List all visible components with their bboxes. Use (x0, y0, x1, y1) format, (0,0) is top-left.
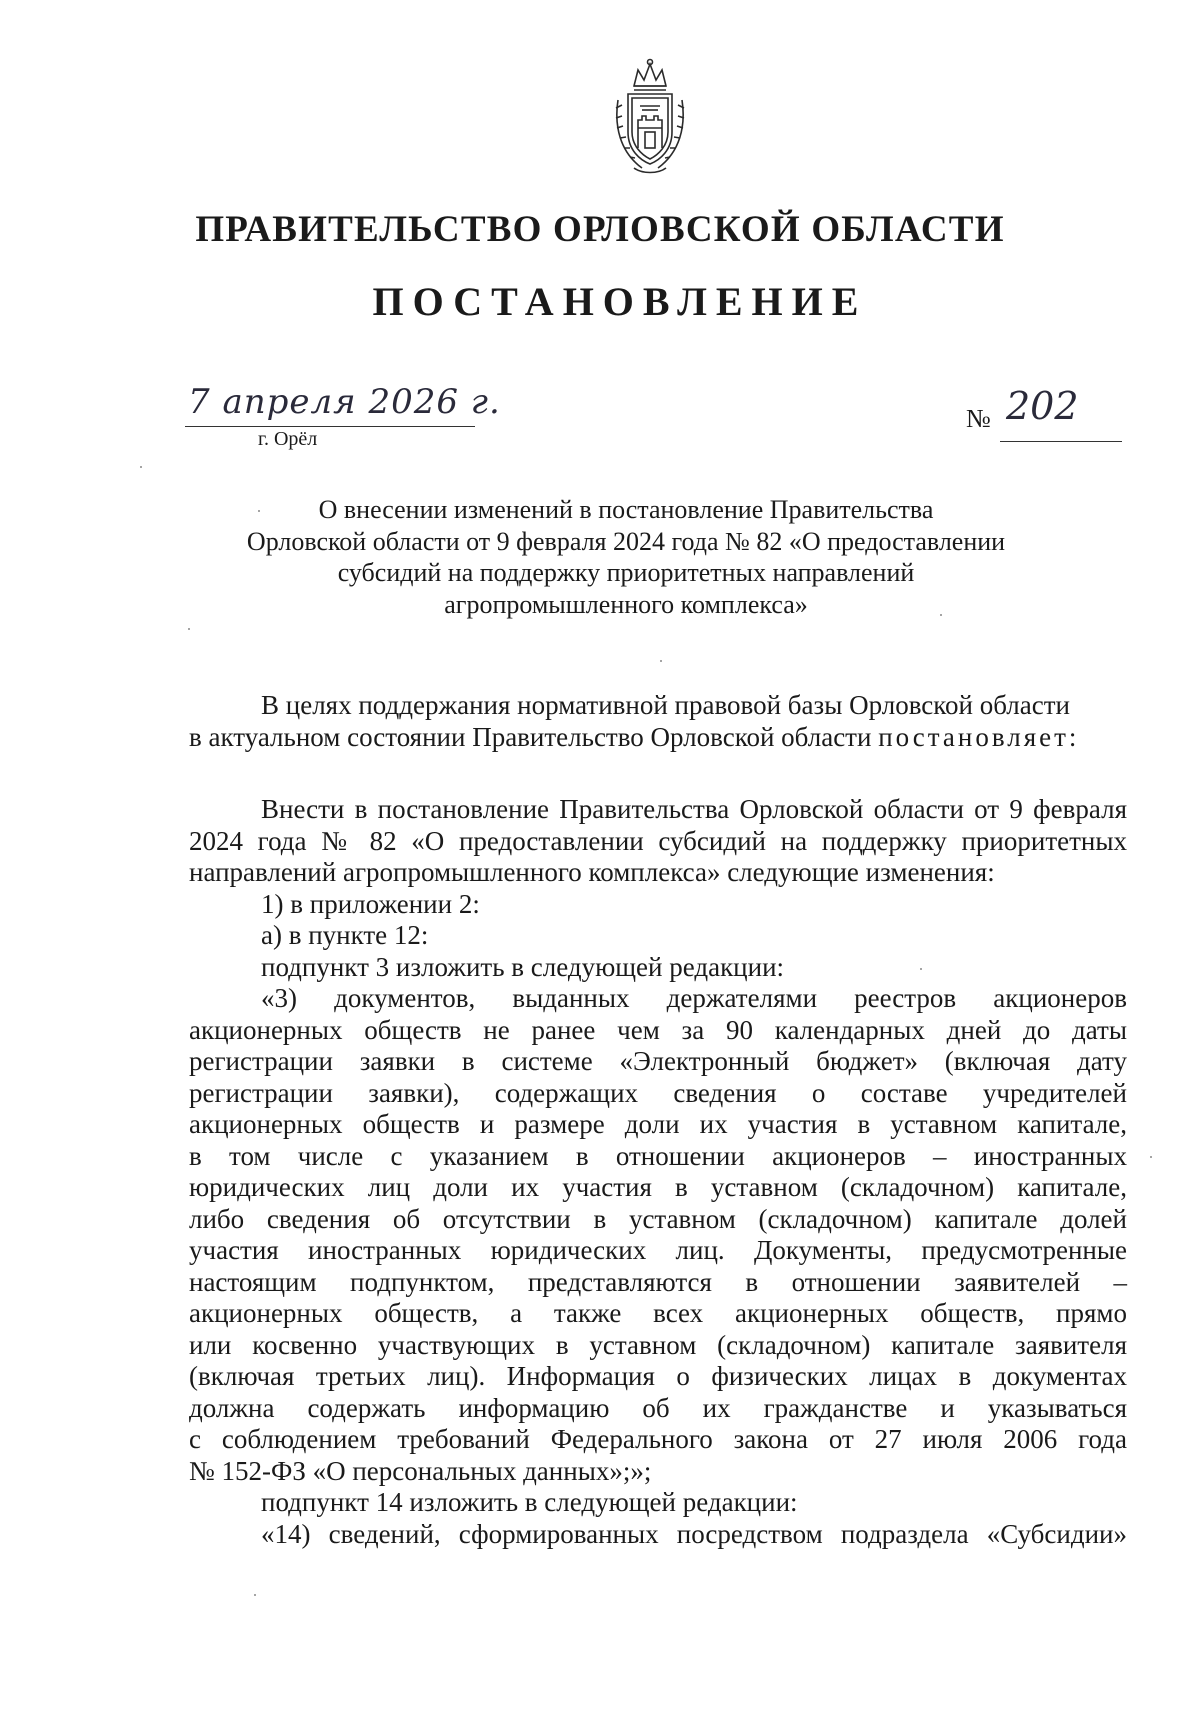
body-line: акционерных обществ не ранее чем за 90 календарных дней до даты (189, 1014, 1127, 1045)
item-1: 1) в приложении 2: (261, 888, 480, 919)
handwritten-date: 7 апреля 2026 г. (188, 382, 501, 422)
body-line: участия иностранных юридических лиц. Документы, предусмотренные (189, 1235, 1127, 1265)
subject-line: субсидий на поддержку приоритетных направлений (337, 558, 915, 587)
body-line: либо сведения об отсутствии в уставном (складочном) капитале долей (189, 1203, 1127, 1234)
scan-speck (140, 466, 142, 468)
subject-line: Орловской области от 9 февраля 2024 года № 82 «О предоставлении (246, 526, 1006, 556)
organization-title: ПРАВИТЕЛЬСТВО ОРЛОВСКОЙ ОБЛАСТИ (195, 209, 1005, 250)
body-line: «3) документов, выданных держателями реестров акционеров (261, 983, 1127, 1013)
body-line: должна содержать информацию об их гражданстве и указываться (189, 1392, 1127, 1423)
body-line: (включая третьих лиц). Информация о физических лицах в документах (189, 1361, 1127, 1391)
number-underline (1000, 441, 1122, 442)
document-subject (195, 494, 1057, 620)
document-type-title: ПОСТАНОВЛЕНИЕ (372, 279, 868, 324)
body-line: акционерных обществ и размере доли их участия в уставном капитале, (189, 1109, 1127, 1139)
number-label: № (966, 404, 991, 433)
body-section (189, 794, 1127, 1550)
body-line: настоящим подпунктом, представляются в отношении заявителей – (189, 1266, 1127, 1297)
scan-speck (258, 510, 260, 512)
body-line: акционерных обществ, а также всех акционерных обществ, прямо (189, 1298, 1127, 1328)
subject-line: О внесении изменений в постановление Правительства (318, 495, 934, 524)
scan-speck (254, 1594, 256, 1596)
date-underline (185, 426, 475, 427)
body-line: регистрации заявки), содержащих сведения о составе учредителей (189, 1077, 1127, 1108)
preamble-line: В целях поддержания нормативной правовой базы Орловской области (261, 690, 1070, 720)
scan-speck (188, 628, 190, 630)
handwritten-number: 202 (1006, 384, 1079, 428)
body-line: с соблюдением требований Федерального закона от 27 июля 2006 года (189, 1424, 1127, 1454)
scan-speck (660, 660, 662, 662)
body-line: юридических лиц доли их участия в уставном (складочном) капитале, (189, 1172, 1127, 1202)
body-line: регистрации заявки в системе «Электронный бюджет» (включая дату (189, 1046, 1127, 1076)
scan-speck (1150, 1156, 1152, 1158)
preamble-paragraph (189, 690, 1127, 753)
body-line: в том числе с указанием в отношении акционеров – иностранных (189, 1140, 1127, 1171)
subpoint-3-intro: подпункт 3 изложить в следующей редакции: (261, 951, 785, 982)
scan-speck (920, 968, 922, 970)
preamble-text: в актуальном состоянии Правительство Орловской области (189, 721, 872, 752)
coat-of-arms-icon (612, 56, 688, 176)
body-line: Внести в постановление Правительства Орловской области от 9 февраля (261, 794, 1127, 824)
decree-word: постановляет: (878, 721, 1080, 752)
body-line: или косвенно участвующих в уставном (складочном) капитале заявителя (189, 1329, 1127, 1360)
subject-line: агропромышленного комплекса» (444, 589, 808, 619)
item-a: а) в пункте 12: (261, 920, 429, 950)
city-label: г. Орёл (258, 428, 318, 450)
scan-speck (940, 614, 942, 616)
body-line: № 152-ФЗ «О персональных данных»;»; (189, 1455, 652, 1486)
subpoint-14-intro: подпункт 14 изложить в следующей редакции: (261, 1487, 798, 1517)
body-line: «14) сведений, сформированных посредством подраздела «Субсидии» (261, 1518, 1127, 1549)
body-line: 2024 года № 82 «О предоставлении субсидий на поддержку приоритетных (189, 825, 1127, 856)
body-line: направлений агропромышленного комплекса» следующие изменения: (189, 857, 995, 887)
preamble-line (189, 722, 1127, 754)
